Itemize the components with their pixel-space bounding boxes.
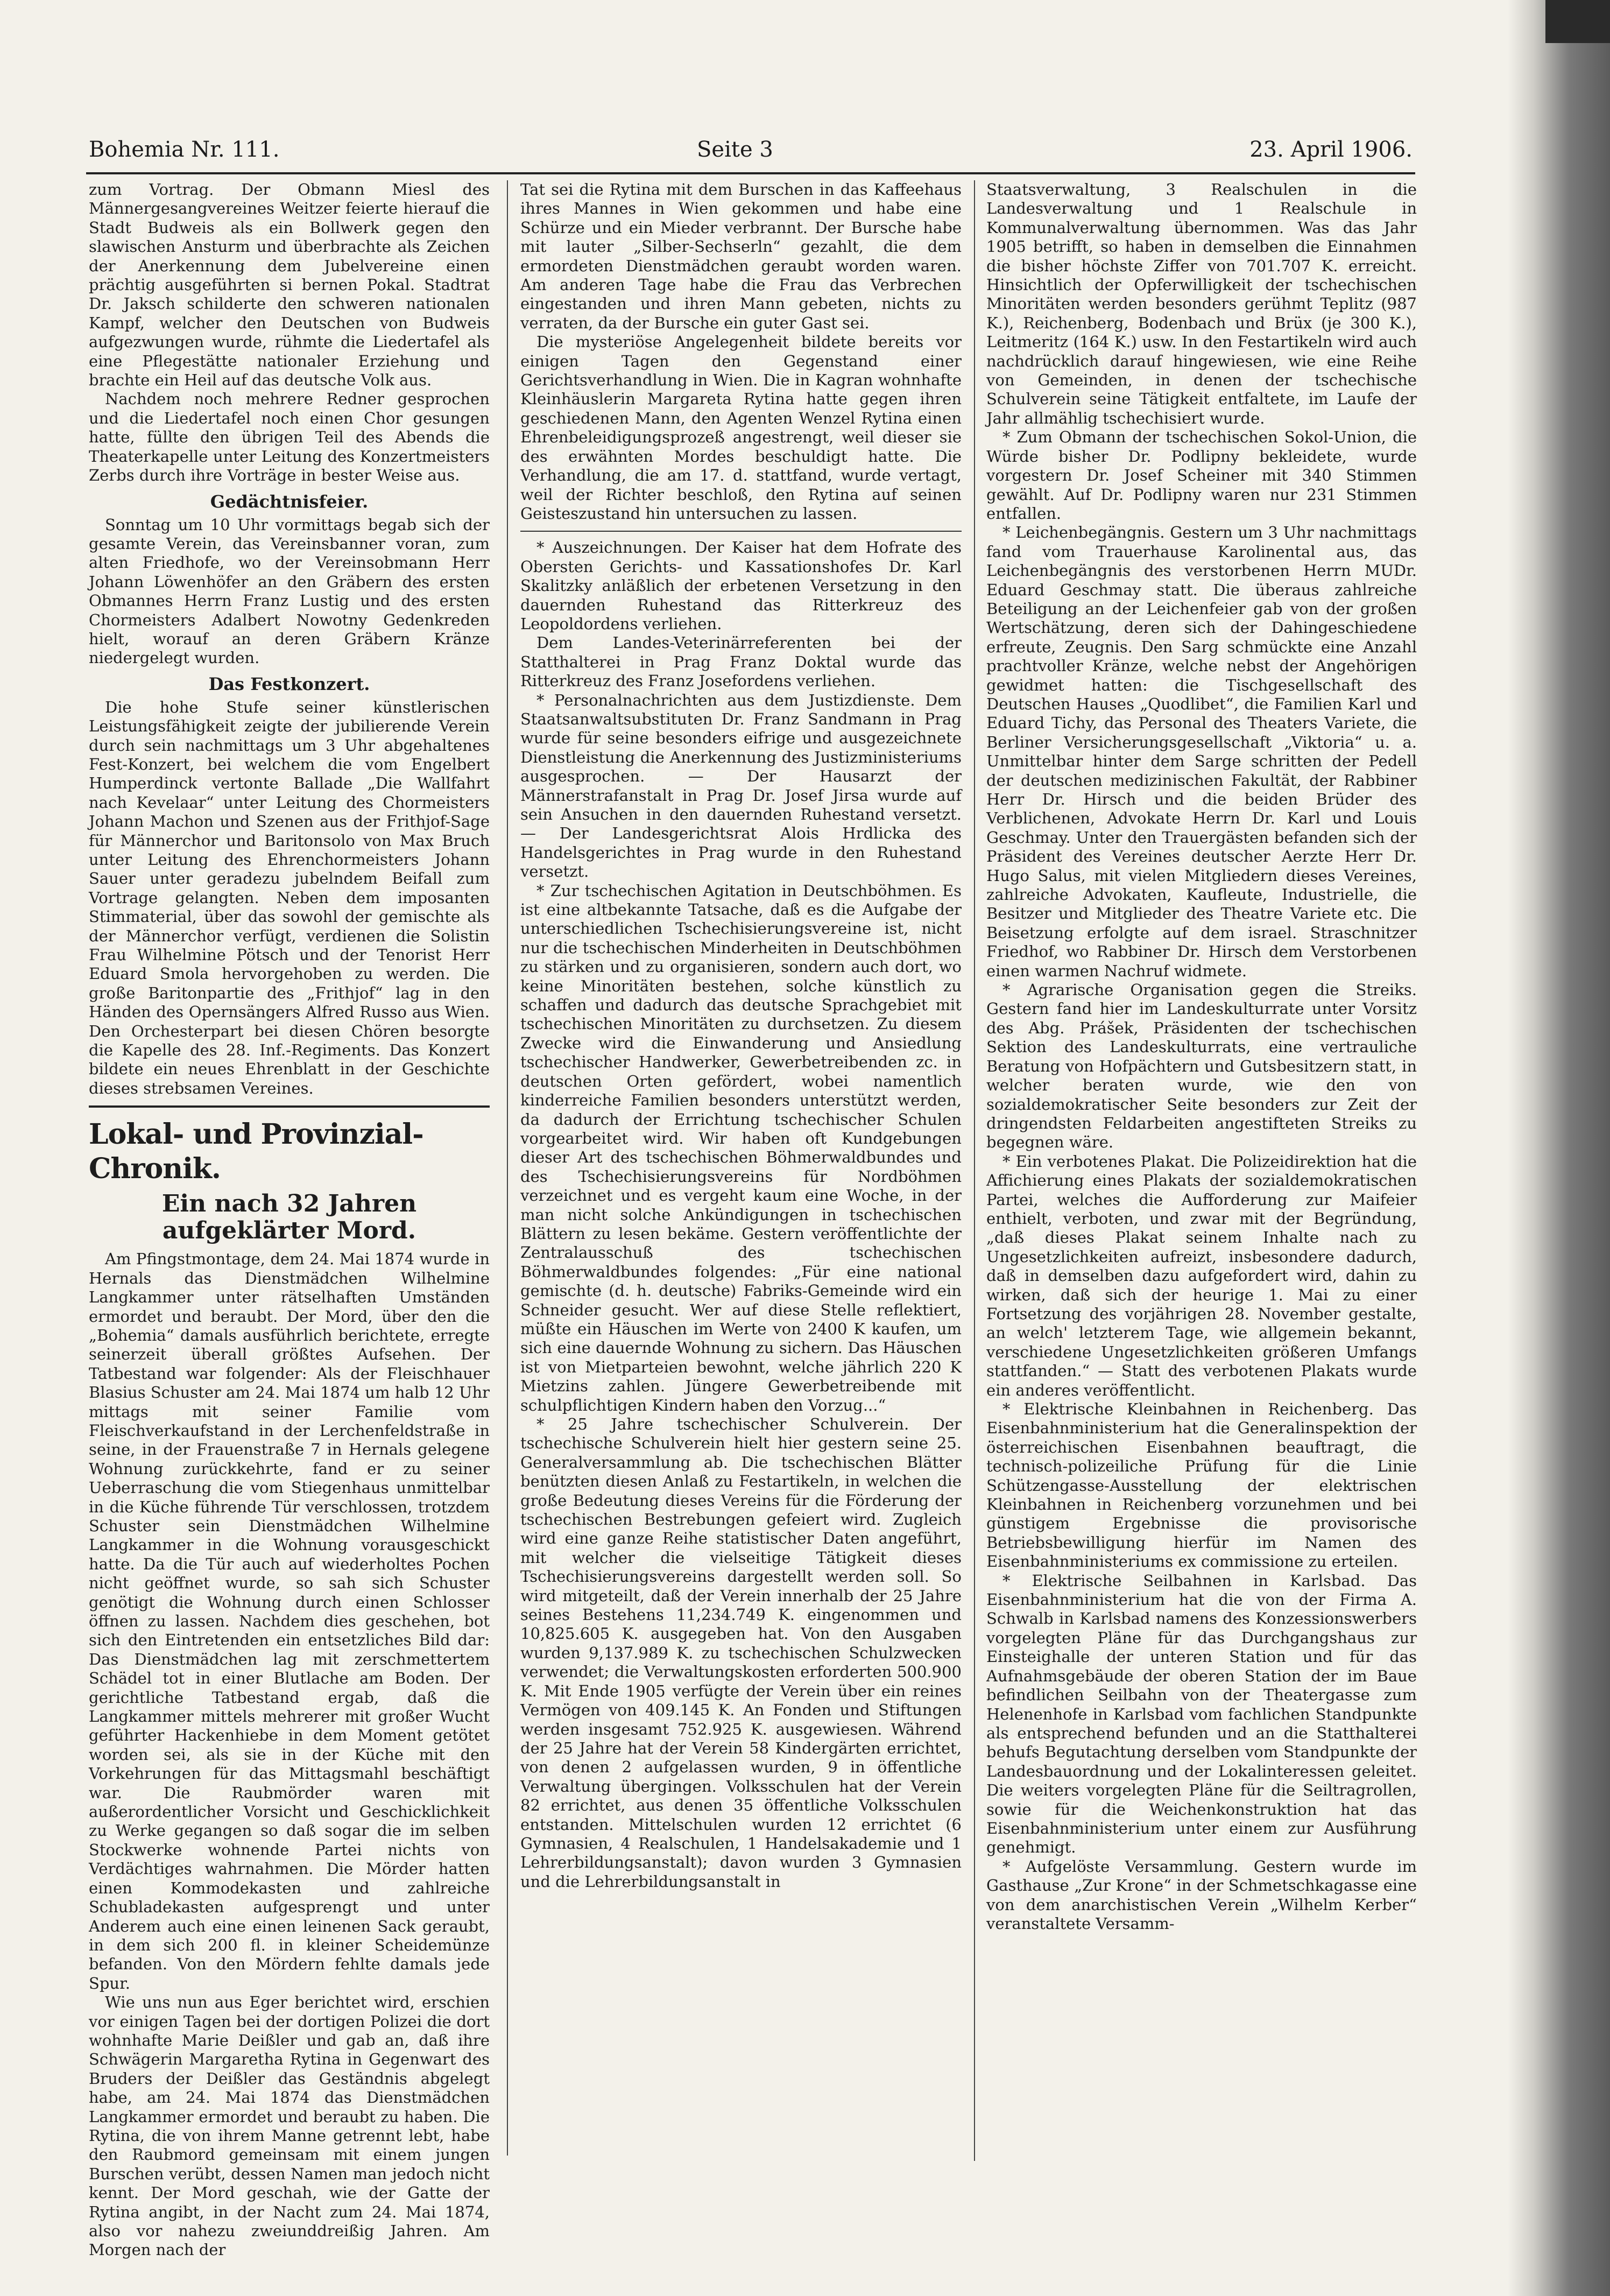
paragraph: Am Pfingstmontage, dem 24. Mai 1874 wurde in Hernals das Dienstmädchen Wilhelmine Langkammer unter rätselhaften Umständen ermordet und beraubt. Der Mord, über den die „Bohemia“ damals ausführlich berichtete, erregte seinerzeit überall größtes Aufsehen. Der Tatbestand war folgender: Als der Fleischhauer Blasius Schuster am 24. Mai 1874 um halb 12 Uhr mittags mit seiner Familie vom Fleischverkaufstand in der Lerchenfeldstraße in seine, in der Frauenstraße 7 in Hernals gelegene Wohnung zurückkehrte, fand er zu seiner Ueberraschung die vom Stiegenhaus unmittelbar in die Küche führende Tür verschlossen, trotzdem Schuster sein Dienstmädchen Wilhelmine Langkammer in die Wohnung vorausgeschickt hatte. Da die Tür auch auf wiederholtes Pochen nicht geöffnet wurde, so sah sich Schuster genötigt die Wohnung durch einen Schlosser öffnen zu lassen. Nachdem dies geschehen, bot sich den Eintretenden ein entsetzliches Bild dar: Das Dienstmädchen lag mit zerschmettertem Schädel tot in einer Blutlache am Boden. Der gerichtliche Tatbestand ergab, daß die Langkammer mittels mehrerer mit großer Wucht geführter Hackenhiebe in dem Moment getötet worden sei, als sie in der Küche mit den Vorkehrungen für das Mittagsmahl beschäftigt war. Die Raubmörder waren mit außerordentlicher Vorsicht und Geschicklichkeit zu Werke gegangen so daß sogar die im selben Stockwerke wohnende Partei nichts von Verdächtiges wahrnahmen. Die Mörder hatten einen Kommodekasten und zahlreiche Schubladekasten aufgesprengt und unter Anderem auch eine einen leinenen Sack geraubt, in dem sich 200 fl. in kleiner Scheidemünze befanden. Von den Mördern fehlte damals jede Spur. (89, 1250, 490, 1992)
paragraph: Wie uns nun aus Eger berichtet wird, erschien vor einigen Tagen bei der dortigen Polizei die dort wohnhafte Marie Deißler und gab an, daß ihre Schwägerin Margaretha Rytina in Gegenwart des Bruders der Deißler das Geständnis abgelegt habe, am 24. Mai 1874 das Dienstmädchen Langkammer ermordet und beraubt zu haben. Die Rytina, die von ihrem Manne getrennt lebt, habe den Raubmord gemeinsam mit einem jungen Burschen verübt, dessen Namen man jedoch nicht kennt. Der Mord geschah, wie der Gatte der Rytina angibt, in der Nacht zum 24. Mai 1874, also vor nahezu zweiunddreißig Jahren. Am Morgen nach der (89, 1993, 490, 2259)
divider (520, 531, 962, 532)
news-item-personalnachrichten: * Personalnachrichten aus dem Justizdienste. Dem Staatsanwaltsubstituten Dr. Franz Sandmann in Prag wurde für seine besonders eifrige und ausgezeichnete Dienstleistung die Anerkennung des Justizministeriums ausgesprochen. — Der Hausarzt der Männerstrafanstalt in Prag Dr. Josef Jirsa wurde auf sein Ansuchen in den dauernden Ruhestand versetzt. — Der Landesgerichtsrat Alois Hrdlicka des Handelsgerichtes in Prag wurde in den Ruhestand versetzt. (520, 691, 962, 881)
news-item-sokol: * Zum Obmann der tschechischen Sokol-Union, die Würde bisher Dr. Podlipny bekleidete, wurde vorgestern Dr. Josef Scheiner mit 340 Stimmen gewählt. Auf Dr. Podlipny waren nur 231 Stimmen entfallen. (986, 428, 1417, 523)
news-item-schulverein: * 25 Jahre tschechischer Schulverein. Der tschechische Schulverein hielt hier gestern seine 25. Generalversammlung ab. Die tschechischen Blätter benützten diesen Anlaß zu Festartikeln, in welchen die große Bedeutung dieses Vereins für die Förderung der tschechischen Bestrebungen gefeiert wird. Zugleich wird eine ganze Reihe statistischer Daten angeführt, mit welcher die vielseitige Tätigkeit dieses Tschechisierungsvereins dargestellt werden soll. So wird mitgeteilt, daß der Verein innerhalb der 25 Jahre seines Bestehens 11,234.749 K. eingenommen und 10,825.605 K. ausgegeben hat. Von den Ausgaben wurden 9,137.989 K. zu tschechischen Schulzwecken verwendet; die Verwaltungskosten erforderten 500.900 K. Mit Ende 1905 verfügte der Verein über ein reines Vermögen von 409.145 K. An Fonden und Stiftungen werden insgesamt 752.925 K. ausgewiesen. Während der 25 Jahre hat der Verein 58 Kindergärten errichtet, von denen 2 aufgelassen wurden, 9 in öffentliche Verwaltung übergingen. Volksschulen hat der Verein 82 errichtet, aus denen 35 öffentliche Volksschulen entstanden. Mittelschulen wurden 12 errichtet (6 Gymnasien, 4 Realschulen, 1 Handelsakademie und 1 Lehrerbildungsanstalt); davon wurden 3 Gymnasien und die Lehrerbildungsanstalt in (520, 1415, 962, 1891)
page-edge-shadow (1508, 0, 1610, 2296)
section-divider (89, 1105, 490, 1108)
column-2 (520, 180, 962, 1891)
news-item-seilbahnen: * Elektrische Seilbahnen in Karlsbad. Das Eisenbahnministerium hat die von der Firma A. Schwalb in Karlsbad namens des Konzessionswerbers vorgelegten Pläne für das Durchgangshaus zur Einsteighalle der unteren Station und für das Aufnahmsgebäude der oberen Station der im Baue befindlichen Seilbahn von der Theatergasse zum Helenenhofe in Karlsbad vom fachlichen Standpunkte als entsprechend befunden und an die Statthalterei behufs Begutachtung derselben vom Standpunkte der Landesbauordnung und der Lokalinteressen geleitet. Die weiters vorgelegten Pläne für die Seiltragrollen, sowie für die Weichenkonstruktion hat das Eisenbahnministerium unter einem zur Ausführung genehmigt. (986, 1571, 1417, 1857)
news-item-kleinbahnen: * Elektrische Kleinbahnen in Reichenberg. Das Eisenbahnministerium hat die Generalinspektion der österreichischen Eisenbahnen beauftragt, die technisch-polizeiliche Prüfung für die Linie Schützengasse-Ausstellung der elektrischen Kleinbahnen in Reichenberg vorzunehmen und bei günstigem Ergebnisse die provisorische Betriebsbewilligung hierfür im Namen des Eisenbahnministeriums ex commissione zu erteilen. (986, 1400, 1417, 1571)
paragraph: Tat sei die Rytina mit dem Burschen in das Kaffeehaus ihres Mannes in Wien gekommen und habe eine Schürze und ein Mieder verbrannt. Der Bursche habe mit lauter „Silber-Sechserln“ gezahlt, die dem ermordeten Dienstmädchen geraubt worden waren. Am anderen Tage habe die Frau das Verbrechen eingestanden und ihren Mann gebeten, nichts zu verraten, da der Bursche ein guter Gast sei. (520, 180, 962, 332)
paragraph: Sonntag um 10 Uhr vormittags begab sich der gesamte Verein, das Vereinsbanner voran, zum alten Friedhofe, wo der Vereinsobmann Herr Johann Löwenhöfer an den Gräbern des ersten Obmannes Herrn Franz Lustig und des ersten Chormeisters Adalbert Nowotny Gedenkreden hielt, worauf an deren Gräbern Kränze niedergelegt wurden. (89, 515, 490, 667)
scan-corner (1545, 0, 1610, 43)
column-rule-1 (507, 180, 508, 2156)
paragraph: Die hohe Stufe seiner künstlerischen Leistungsfähigkeit zeigte der jubilierende Verein durch sein nachmittags um 3 Uhr abgehaltenes Fest-Konzert, bei welchem die vom Engelbert Humperdinck vertonte Ballade „Die Wallfahrt nach Kevelaar“ unter Leitung des Chormeisters Johann Machon und Szenen aus der Frithjof-Sage für Männerchor und Baritonsolo von Max Bruch unter Leitung des Ehrenchormeisters Johann Sauer unter geradezu jubelndem Beifall zum Vortrage gelangten. Neben dem imposanten Stimmaterial, über das sowohl der gemischte als der Männerchor verfügt, verdienen die Solistin Frau Wilhelmine Pötsch und der Tenorist Herr Eduard Smola hervorgehoben zu werden. Die große Baritonpartie des „Frithjof“ lag in den Händen des Opernsängers Alfred Russo aus Wien. Den Orchesterpart bei diesen Chören besorgte die Kapelle des 28. Inf.-Regiments. Das Konzert bildete ein neues Ehrenblatt in der Geschichte dieses strebsamen Vereines. (89, 698, 490, 1097)
paragraph: Nachdem noch mehrere Redner gesprochen und die Liedertafel noch einen Chor gesungen hatte, füllte den übrigen Teil des Abends die Theaterkapelle unter Leitung des Konzertmeisters Zerbs durch ihre Vorträge in bester Weise aus. (89, 390, 490, 485)
news-item-agitation: * Zur tschechischen Agitation in Deutschböhmen. Es ist eine altbekannte Tatsache, daß es die Aufgabe der unterschiedlichen Tschechisierungsvereine ist, nicht nur die tschechischen Minderheiten in Deutschböhmen zu stärken und zu organisieren, sondern auch dort, wo keine Minoritäten bestehen, solche künstlich zu schaffen und dadurch das deutsche Sprachgebiet mit tschechischen Minoritäten zu durchsetzen. Zu diesem Zwecke wird die Einwanderung und Ansiedlung tschechischer Handwerker, Gewerbetreibenden zc. in deutschen Orten gefördert, wobei namentlich kinderreiche Familien besonders unterstützt werden, da dadurch der Errichtung tschechischer Schulen vorgearbeitet wird. Wir haben oft Kundgebungen dieser Art des tschechischen Böhmerwaldbundes und des Tschechisierungsvereins für Nordböhmen verzeichnet und es vergeht kaum eine Woche, in der man nicht solche Ankündigungen in tschechischen Blättern zu lesen bekäme. Gestern veröffentlichte der Zentralausschuß des tschechischen Böhmerwaldbundes folgendes: „Für eine national gemischte (d. h. deutsche) Fabriks-Gemeinde wird ein Schneider gesucht. Wer auf diese Stelle reflektiert, müßte ein Häuschen im Werte von 2400 K kaufen, um sich eine dauernde Wohnung zu sichern. Das Häuschen ist von Mietparteien bewohnt, welche jährlich 220 K Mietzins zahlen. Jüngere Gewerbetreibende mit schulpflichtigen Kindern haben den Vorzug...“ (520, 881, 962, 1414)
news-item-agrarische-organisation: * Agrarische Organisation gegen die Streiks. Gestern fand hier im Landeskulturrate unter Vorsitz des Abg. Prášek, Präsidenten der tschechischen Sektion des Landeskulturrats, eine vertrauliche Beratung von Hofpächtern und Gutsbesitzern statt, in welcher beraten wurde, wie den von sozialdemokratischer Seite besonders zur Zeit der dringendsten Feldarbeiten angestifteten Streiks zu begegnen wäre. (986, 981, 1417, 1152)
header-page-number: Seite 3 (697, 137, 773, 162)
page-header (89, 137, 1413, 175)
news-item-versammlung: * Aufgelöste Versammlung. Gestern wurde im Gasthause „Zur Krone“ in der Schmetschkagasse eine von dem anarchistischen Verein „Wilhelm Kerber“ veranstaltete Versamm- (986, 1857, 1417, 1933)
column-rule-2 (974, 180, 975, 2161)
section-title-chronik: Lokal- und Provinzial-Chronik. (89, 1118, 423, 1186)
news-item-leichenbegaengnis: * Leichenbegängnis. Gestern um 3 Uhr nachmittags fand vom Trauerhause Karolinental aus, das Leichenbegängnis des verstorbenen Herrn MUDr. Eduard Geschmay statt. Die überaus zahlreiche Beteiligung an der Leichenfeier gab von der großen Wertschätzung, deren sich der Dahingeschiedene erfreute, Zeugnis. Den Sarg schmückte eine Anzahl prachtvoller Kränze, welche nebst der Angehörigen gewidmet hatten: die Tischgesellschaft des Deutschen Hauses „Quodlibet“, die Familien Karl und Eduard Tichy, das Personal des Theaters Variete, die Berliner Versicherungsgesellschaft „Viktoria“ u. a. Unmittelbar hinter dem Sarge schritten der Pedell der deutschen medizinischen Fakultät, der Rabbiner Herr Dr. Hirsch und die beiden Brüder des Verblichenen, Advokate Herrn Dr. Karl und Louis Geschmay. Unter den Trauergästen befanden sich der Präsident des Vereines deutscher Aerzte Herr Dr. Hugo Salus, mit vielen Mitgliedern dieses Vereines, zahlreiche Advokaten, Kaufleute, Industrielle, die Besitzer und Mitglieder des Theatre Variete etc. Die Beisetzung erfolgte auf dem israel. Straschnitzer Friedhof, wo Rabbiner Dr. Hirsch dem Verstorbenen einen warmen Nachruf widmete. (986, 523, 1417, 980)
article-headline: Ein nach 32 Jahren aufgeklärter Mord. (161, 1190, 417, 1245)
paragraph: zum Vortrag. Der Obmann Miesl des Männergesangvereines Weitzer feierte hierauf die Stadt Budweis als ein Bollwerk gegen den slawischen Ansturm und überbrachte als Zeichen der Anerkennung dem Jubelvereine einen prächtig ausgeführten si bernen Pokal. Stadtrat Dr. Jaksch schilderte den schweren nationalen Kampf, welcher den Deutschen von Budweis aufgezwungen wurde, rühmte die Liedertafel als eine Pflegestätte nationaler Erziehung und brachte ein Heil auf das deutsche Volk aus. (89, 180, 490, 390)
header-date: 23. April 1906. (1249, 137, 1413, 162)
header-rule (86, 172, 1415, 174)
header-publication: Bohemia Nr. 111. (89, 137, 280, 162)
paragraph: Die mysteriöse Angelegenheit bildete bereits vor einigen Tagen den Gegenstand einer Gerichtsverhandlung in Wien. Die in Kagran wohnhafte Kleinhäuslerin Margareta Rytina hatte gegen ihren geschiedenen Mann, den Agenten Wenzel Rytina einen Ehrenbeleidigungsprozeß angestrengt, weil dieser sie des erwähnten Mordes beschuldigt hatte. Die Verhandlung, die am 17. d. stattfand, wurde vertagt, weil der Richter beschloß, den Rytina auf seinen Geisteszustand hin untersuchen zu lassen. (520, 333, 962, 523)
news-item-auszeichnungen: * Auszeichnungen. Der Kaiser hat dem Hofrate des Obersten Gerichts- und Kassationshofes Dr. Karl Skalitzky anläßlich der erbetenen Versetzung in den dauernden Ruhestand das Ritterkreuz des Leopoldordens verliehen. (520, 538, 962, 633)
section-heading-gedaechtnisfeier: Gedächtnisfeier. (210, 491, 369, 512)
paragraph: Staatsverwaltung, 3 Realschulen in die Landesverwaltung und 1 Realschule in Kommunalverwaltung übernommen. Was das Jahr 1905 betrifft, so haben in demselben die Einnahmen die bisher höchste Ziffer von 701.707 K. erreicht. Hinsichtlich der Opferwilligkeit der tschechischen Minoritäten werden besonders gerühmt Teplitz (987 K.), Reichenberg, Bodenbach und Brüx (je 300 K.), Leitmeritz (164 K.) usw. In den Festartikeln wird auch nachdrücklich darauf hingewiesen, wie eine Reihe von Gemeinden, in denen der tschechische Schulverein seine Tätigkeit entfaltete, im Laufe der Jahr allmählig tschechisiert wurde. (986, 180, 1417, 427)
paragraph: Dem Landes-Veterinärreferenten bei der Statthalterei in Prag Franz Doktal wurde das Ritterkreuz des Franz Josefordens verliehen. (520, 633, 962, 691)
column-3 (986, 180, 1417, 1933)
section-heading-festkonzert: Das Festkonzert. (208, 673, 370, 694)
news-item-verbotenes-plakat: * Ein verbotenes Plakat. Die Polizeidirektion hat die Affichierung eines Plakats der sozialdemokratischen Partei, welches die Aufforderung zur Maifeier enthielt, verboten, und zwar mit der Begründung, „daß dieses Plakat seinem Inhalte nach zu Ungesetzlichkeiten aufreizt, insbesondere dadurch, daß in demselben dazu aufgefordert wird, dahin zu wirken, daß sich der heurige 1. Mai zu einer Fortsetzung des vorjährigen 28. November gestalte, an welch' letzterem Tage, wie allgemein bekannt, verschiedene Ungesetzlichkeiten größeren Umfangs stattfanden.“ — Statt des verbotenen Plakats wurde ein anderes veröffentlicht. (986, 1152, 1417, 1399)
column-1 (89, 180, 490, 2260)
